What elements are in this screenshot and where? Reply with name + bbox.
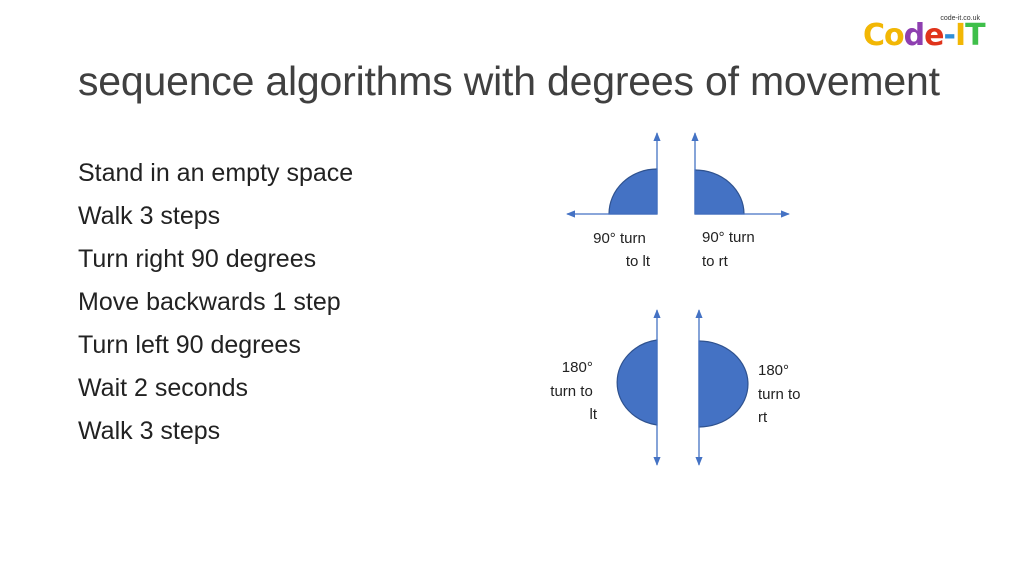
quarter-circle-left (609, 169, 657, 214)
step-item: Move backwards 1 step (78, 288, 341, 316)
logo-letter: o (884, 18, 904, 53)
turn-180-left (550, 310, 657, 465)
label-180-right: 180° turn to rt (758, 362, 801, 426)
logo-letter: e (924, 18, 944, 53)
step-item: Turn left 90 degrees (78, 331, 301, 359)
label-90-right: 90° turn to rt (702, 229, 755, 270)
step-item: Wait 2 seconds (78, 374, 248, 402)
logo-url: code-it.co.uk (940, 15, 980, 22)
slide-title: sequence algorithms with degrees of movement (78, 58, 940, 104)
quarter-circle-right (695, 170, 744, 214)
step-item: Turn right 90 degrees (78, 245, 317, 273)
label-180-left: 180° turn to lt (550, 359, 597, 423)
turn-180-right (699, 310, 805, 465)
label-90-left: 90° turn to lt (593, 230, 650, 270)
logo-letter: I (954, 18, 966, 53)
turn-90-left (567, 133, 657, 270)
half-circle-right (699, 341, 748, 427)
logo-letter: - (943, 18, 955, 53)
step-item: Walk 3 steps (78, 417, 221, 445)
logo-letter: d (903, 18, 925, 53)
half-circle-left (617, 340, 657, 425)
turn-90-right (695, 133, 789, 270)
logo-letter: T (965, 18, 985, 53)
logo-letter: C (863, 18, 885, 53)
step-item: Stand in an empty space (78, 159, 354, 187)
step-item: Walk 3 steps (78, 202, 221, 230)
